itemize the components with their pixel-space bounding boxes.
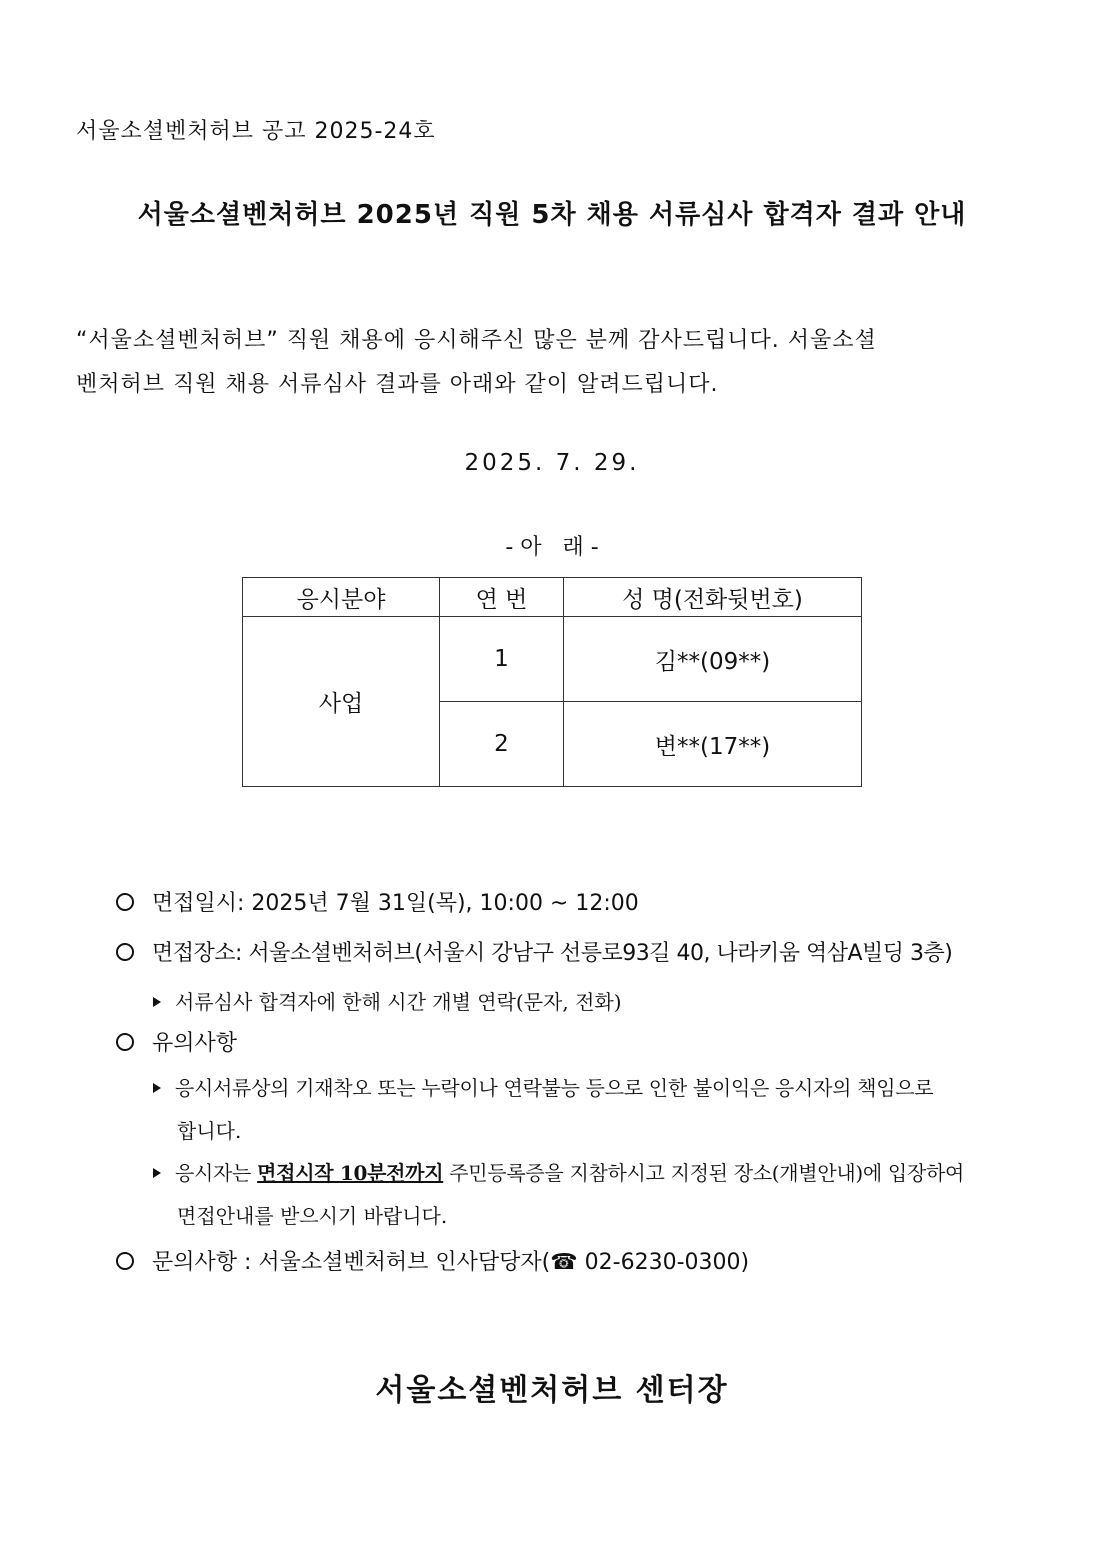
signature: 서울소셜벤처허브 센터장 [375,1373,729,1408]
caution-2-line-2: 면접안내를 받으시기 바랍니다. [177,1204,448,1228]
place-note-text: 서류심사 합격자에 한해 시간 개별 연락(문자, 전화) [175,990,622,1014]
caution-1-line-2: 합니다. [177,1119,242,1143]
circle-bullet-icon [116,893,134,911]
intro-line-1: “서울소셜벤처허브” 직원 채용에 응시해주신 많은 분께 감사드립니다. 서울소셜 [76,328,877,353]
below-marker: - 아 래 - [505,535,599,560]
triangle-bullet-icon [153,1083,161,1093]
header-field: 응시분야 [243,578,440,617]
place-note-item [153,986,622,1015]
header-name: 성 명(전화뒷번호) [564,578,862,617]
cautions-heading: 유의사항 [152,1031,238,1056]
caution-2-suffix: 주민등록증을 지참하시고 지정된 장소(개별안내)에 입장하여 [449,1161,965,1185]
interview-place-item [116,936,952,967]
circle-bullet-icon [116,943,134,961]
document-title: 서울소셜벤처허브 2025년 직원 5차 채용 서류심사 합격자 결과 안내 [137,200,967,230]
field-cell: 사업 [243,617,440,787]
header-number: 연 번 [440,578,564,617]
circle-bullet-icon [116,1033,134,1051]
triangle-bullet-icon [153,997,161,1007]
interview-place-text: 면접장소: 서울소셜벤처허브(서울시 강남구 선릉로93길 40, 나라키움 역삼A빌딩 3층) [152,941,953,966]
contact-item [116,1245,749,1276]
interview-date-item [116,886,639,917]
caution-2-item [153,1157,964,1186]
caution-1-line-1: 응시서류상의 기재착오 또는 누락이나 연락불능 등으로 인한 불이익은 응시자의 책임으로 [175,1076,934,1100]
announcement-date: 2025. 7. 29. [464,450,640,476]
caution-1-item [153,1072,933,1101]
interview-date-text: 면접일시: 2025년 7월 31일(목), 10:00 ~ 12:00 [152,891,639,916]
name-cell: 김**(09**) [564,617,862,702]
table-row [243,617,862,702]
contact-text: 문의사항 : 서울소셜벤처허브 인사담당자(☎ 02-6230-0300) [152,1250,750,1275]
number-cell: 2 [440,702,564,787]
caution-2-emphasis: 면접시작 10분전까지 [257,1161,444,1185]
table-header-row [243,578,862,617]
circle-bullet-icon [116,1252,134,1270]
name-cell: 변**(17**) [564,702,862,787]
intro-line-2: 벤처허브 직원 채용 서류심사 결과를 아래와 같이 알려드립니다. [76,372,719,397]
cautions-heading-item [116,1026,237,1057]
caution-2-prefix: 응시자는 [175,1161,252,1185]
results-table [242,577,862,787]
notice-number: 서울소셜벤처허브 공고 2025-24호 [76,119,436,144]
triangle-bullet-icon [153,1168,161,1178]
number-cell: 1 [440,617,564,702]
